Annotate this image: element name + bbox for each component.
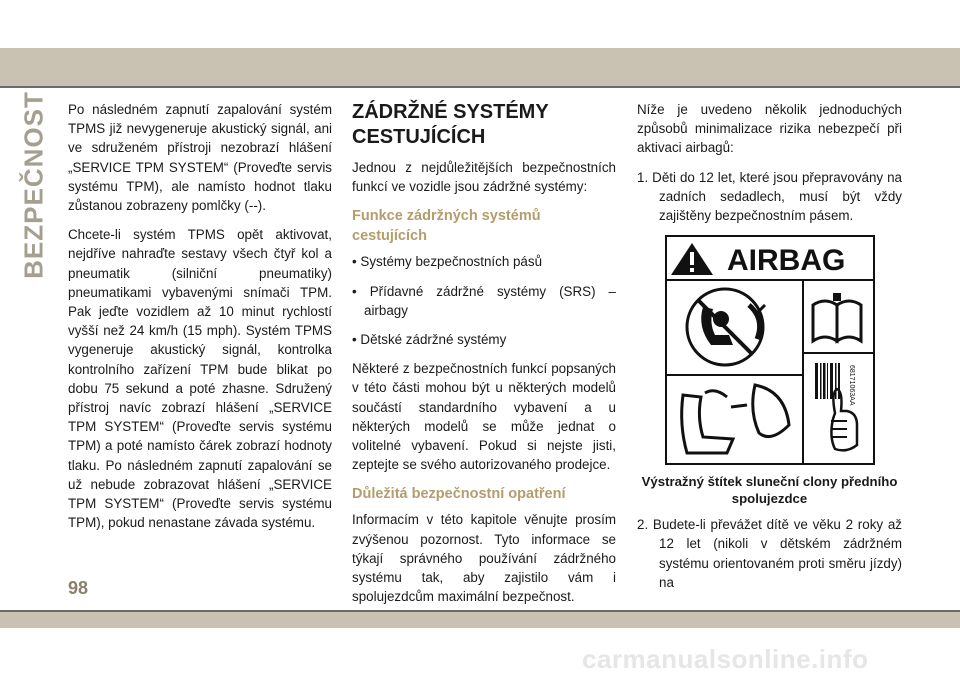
paragraph: Některé z bezpečnostních funkcí popsaných v této části mohou být u některých modelů součástí standardního vybavení a u některých modelů se může jednat o volitelné vybavení. Pokud si nejste jisti, zeptejte se svého autorizovaného prodejce. [352,361,616,473]
page-number: 98 [68,578,89,598]
column-3 [637,100,902,602]
list-item: • Přídavné zádržné systémy (SRS) – airbagy [352,283,616,318]
watermark: carmanualsonline.info [582,644,869,674]
barcode-number: 68171063AA [847,365,855,406]
column-1 [68,100,332,542]
header-band [0,48,960,86]
paragraph: Chcete-li systém TPMS opět aktivovat, nejdříve nahraďte sestavy všech čtyř kol a pneumatik (silniční pneumatiky) pneumatikami vybavenými snímači TPM. Pak jeďte vozidlem až 10 minut rychlostí vyšší než 24 km/h (15 mph). Systém TPMS vygeneruje akustický signál, kontrolka kontrolního zařízení TPM bude blikat po dobu 75 sekund a poté zhasne. Sdružený přístroj navíc zobrazí hlášení „SERVICE TPM SYSTEM“ (Proveďte servis systému TPM) a poté namísto čárek zobrazí hodnoty tlaku. Po následném zapnutí zapalování se už nebude zobrazovat hlášení „SERVICE TPM SYSTEM“ (Proveďte servis systému TPM), pokud nenastane závada systému. [68,227,332,531]
figure-caption: Výstražný štítek sluneční clony předního spolujezdce [641,474,898,507]
section-side-label [14,91,54,279]
list-item: • Systémy bezpečnostních pásů [352,254,543,270]
numbered-item: 1. Děti do 12 let, které jsou přepravovány na zadních sedadlech, musí být vždy zajištěny bezpečnostním pásem. [637,169,902,224]
header-rule [0,86,960,88]
subheading-safety-precautions: Důležitá bezpečnostní opatření [352,486,566,503]
intro-paragraph: Jednou z nejdůležitějších bezpečnostních funkcí ve vozidle jsou zádržné systémy: [352,160,616,195]
paragraph: Informacím v této kapitole věnujte prosím zvýšenou pozornost. Tyto informace se týkají správného používání zádržného systému tak, aby zajistilo vám i spolujezdcům maximální bezpečnost. [352,512,616,605]
numbered-item: 2. Budete-li převážet dítě ve věku 2 roky až 12 let (nikoli v dětském zádržném systému orientovaném proti směru jízdy) na [637,517,902,590]
airbag-warning-label-figure [665,235,875,465]
paragraph: Po následném zapnutí zapalování systém TPMS již nevygeneruje akustický signál, ani ve sdruženém přístroji nezobrazí hlášení „SERVICE TPM SYSTEM“ (Proveďte servis systému TPM), ale namísto hodnot tlaku zůstanou zobrazeny pomlčky (--). [68,102,332,214]
airbag-label-text: AIRBAG [726,244,845,278]
intro-paragraph: Níže je uvedeno několik jednoduchých způsobů minimalizace rizika nebezpečí při aktivaci airbagů: [637,102,902,156]
column-2 [352,100,616,616]
side-label-text: BEZPEČNOST [18,91,49,279]
subheading-restraint-functions: Funkce zádržných systémů cestujících [352,208,541,245]
section-heading: ZÁDRŽNÉ SYSTÉMY CESTUJÍCÍCH [352,101,549,148]
list-item: • Dětské zádržné systémy [352,332,507,348]
